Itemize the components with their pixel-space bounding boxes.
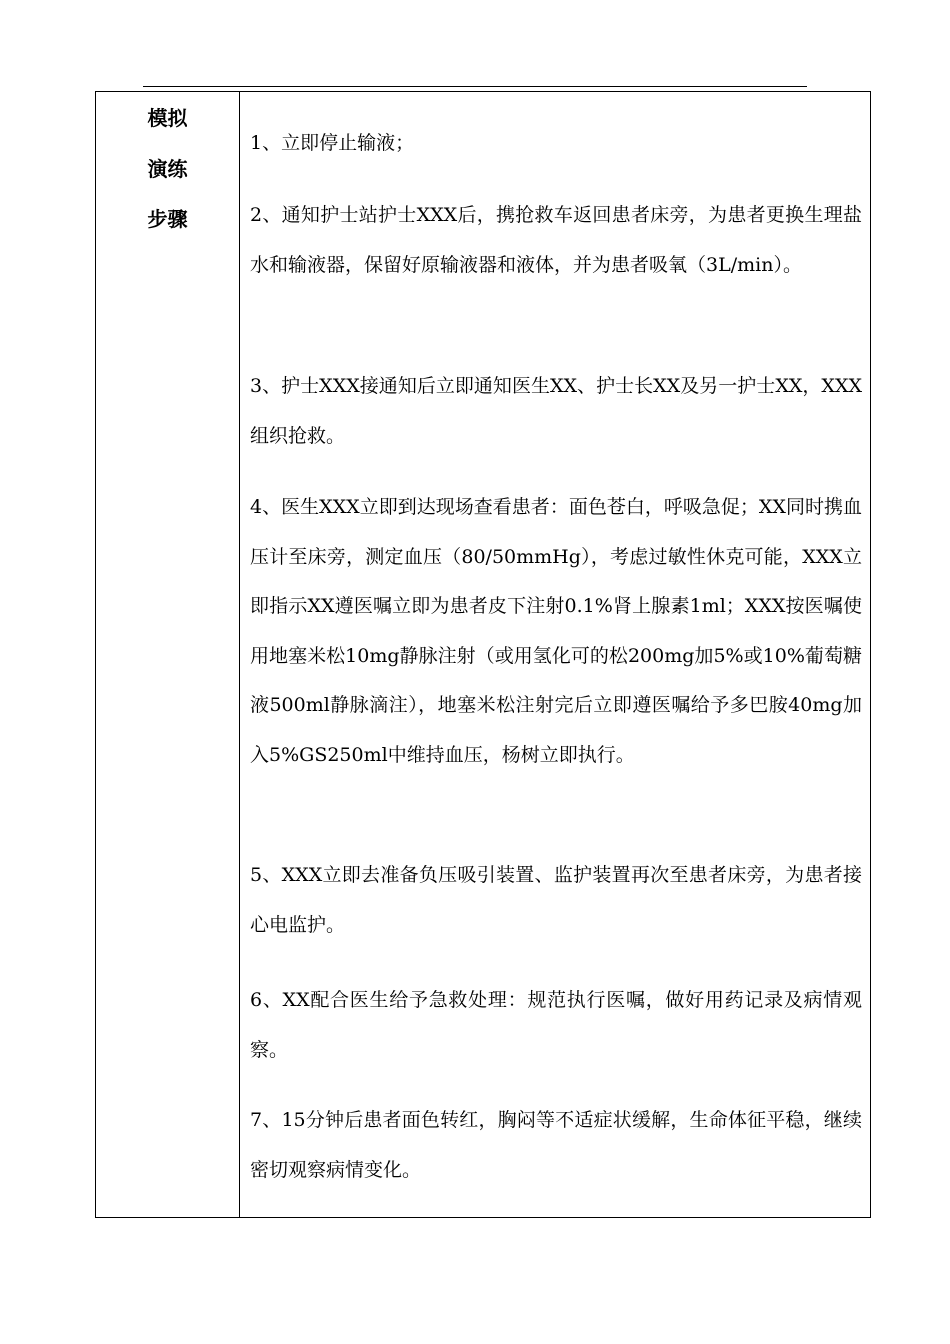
steps-content-cell xyxy=(250,92,862,1217)
step-6: 6、XX配合医生给予急救处理：规范执行医嘱，做好用药记录及病情观察。 xyxy=(250,989,862,1061)
step-1: 1、立即停止输液； xyxy=(250,132,415,154)
section-label-line-1: 模拟 xyxy=(147,106,188,130)
section-label-line-3: 步骤 xyxy=(147,207,188,231)
section-label-line-2: 演练 xyxy=(147,157,188,181)
step-3: 3、护士XXX接通知后立即通知医生XX、护士长XX及另一护士XX，XXX组织抢救。 xyxy=(250,375,862,447)
column-divider xyxy=(239,92,240,1217)
step-7: 7、15分钟后患者面色转红，胸闷等不适症状缓解，生命体征平稳，继续密切观察病情变化。 xyxy=(250,1109,862,1181)
header-rule xyxy=(143,86,807,87)
drill-steps-table xyxy=(95,91,871,1218)
step-4: 4、医生XXX立即到达现场查看患者：面色苍白，呼吸急促；XX同时携血压计至床旁，测定血压（80/50mmHg），考虑过敏性休克可能，XXX立即指示XX遵医嘱立即为患者皮下注射0.1%肾上腺素1ml；XXX按医嘱使用地塞米松10mg静脉注射（或用氢化可的松200mg加5%或10%葡萄糖液500ml静脉滴注），地塞米松注射完后立即遵医嘱给予多巴胺40mg加入5%GS250ml中维持血压，杨树立即执行。 xyxy=(250,496,862,766)
section-label-cell xyxy=(96,92,239,1217)
step-5: 5、XXX立即去准备负压吸引装置、监护装置再次至患者床旁，为患者接心电监护。 xyxy=(250,864,862,936)
step-2: 2、通知护士站护士XXX后，携抢救车返回患者床旁，为患者更换生理盐水和输液器，保留好原输液器和液体，并为患者吸氧（3L/min）。 xyxy=(250,204,862,276)
